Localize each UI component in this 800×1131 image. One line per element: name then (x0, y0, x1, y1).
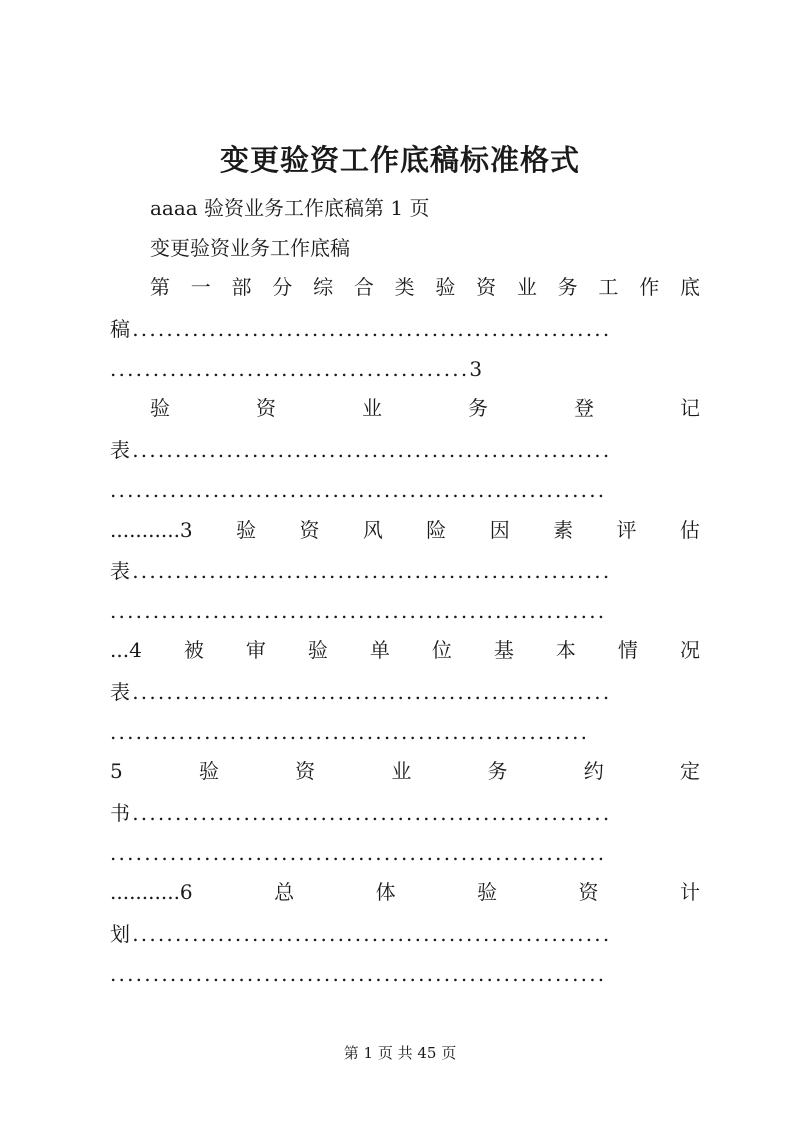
toc-line (110, 267, 700, 307)
toc-dots-line: 稿........................................................ (110, 317, 612, 341)
toc-line (110, 751, 700, 791)
toc-char: 务 (487, 759, 508, 783)
toc-dots-line: .......................................................... (110, 478, 607, 502)
toc-dots-line: 表........................................................ (110, 680, 612, 704)
toc-line (110, 510, 700, 550)
toc-char: 合 (353, 275, 374, 299)
toc-char: 资 (299, 518, 320, 542)
toc-char: 评 (616, 518, 637, 542)
toc-dots-line: ..........................................3 (110, 357, 485, 381)
toc-char: 约 (583, 759, 604, 783)
toc-char: 业 (362, 396, 382, 420)
toc-char: 素 (553, 518, 574, 542)
toc-char: 业 (516, 275, 537, 299)
toc-char: 验 (435, 275, 456, 299)
toc-char: ...4 (110, 638, 142, 662)
toc-dots-line: 书........................................................ (110, 801, 612, 825)
toc-char: 审 (245, 638, 266, 662)
toc-char: 本 (555, 638, 576, 662)
toc-char: 部 (231, 275, 252, 299)
toc-dots-line: .......................................................... (110, 599, 607, 623)
toc-char: 验 (198, 759, 219, 783)
toc-char: 况 (679, 638, 700, 662)
toc-char: 底 (679, 275, 700, 299)
toc-line (110, 630, 700, 670)
toc-char: 定 (679, 759, 700, 783)
toc-char: 计 (680, 880, 700, 904)
section-heading: 变更验资业务工作底稿 (150, 236, 350, 260)
toc-char: 基 (493, 638, 514, 662)
page-footer: 第 1 页 共 45 页 (343, 1044, 457, 1062)
toc-dots-line: 表........................................................ (110, 438, 612, 462)
toc-char: ...........6 (110, 880, 193, 904)
toc-char: 情 (617, 638, 638, 662)
toc-char: 估 (679, 518, 700, 542)
toc-dots-line: 表........................................................ (110, 559, 612, 583)
toc-dots-line: .......................................................... (110, 962, 607, 986)
toc-char: 作 (639, 275, 660, 299)
toc-char: 务 (557, 275, 578, 299)
toc-char: 登 (574, 396, 594, 420)
toc-char: 验 (307, 638, 328, 662)
toc-char: ...........3 (110, 518, 193, 542)
toc-line (110, 872, 700, 912)
toc-dots-line: 划........................................................ (110, 922, 612, 946)
toc-dots-line: .......................................................... (110, 841, 607, 865)
toc-char: 风 (362, 518, 383, 542)
toc-char: 资 (295, 759, 316, 783)
toc-char: 工 (598, 275, 619, 299)
toc-char: 体 (375, 880, 396, 904)
toc-char: 资 (578, 880, 599, 904)
toc-char: 资 (476, 275, 497, 299)
toc-char: 验 (150, 396, 170, 420)
document-title: 变更验资工作底稿标准格式 (219, 143, 580, 177)
toc-char: 务 (468, 396, 488, 420)
toc-char: 一 (190, 275, 211, 299)
toc-char: 因 (489, 518, 510, 542)
toc-char: 单 (369, 638, 390, 662)
toc-char: 验 (236, 518, 257, 542)
toc-dots-line: ........................................................ (110, 720, 590, 744)
toc-char: 验 (477, 880, 498, 904)
toc-char: 总 (274, 880, 295, 904)
toc-char: 被 (183, 638, 204, 662)
toc-char: 综 (313, 275, 334, 299)
toc-char: 险 (426, 518, 447, 542)
subtitle-line: aaaa 验资业务工作底稿第 1 页 (150, 196, 430, 220)
toc-char: 5 (110, 759, 123, 783)
toc-line (110, 388, 700, 428)
toc-char: 位 (431, 638, 452, 662)
toc-char: 业 (391, 759, 412, 783)
toc-char: 第 (150, 275, 170, 299)
toc-char: 分 (272, 275, 293, 299)
toc-char: 资 (256, 396, 276, 420)
toc-char: 记 (680, 396, 700, 420)
toc-char: 类 (394, 275, 415, 299)
